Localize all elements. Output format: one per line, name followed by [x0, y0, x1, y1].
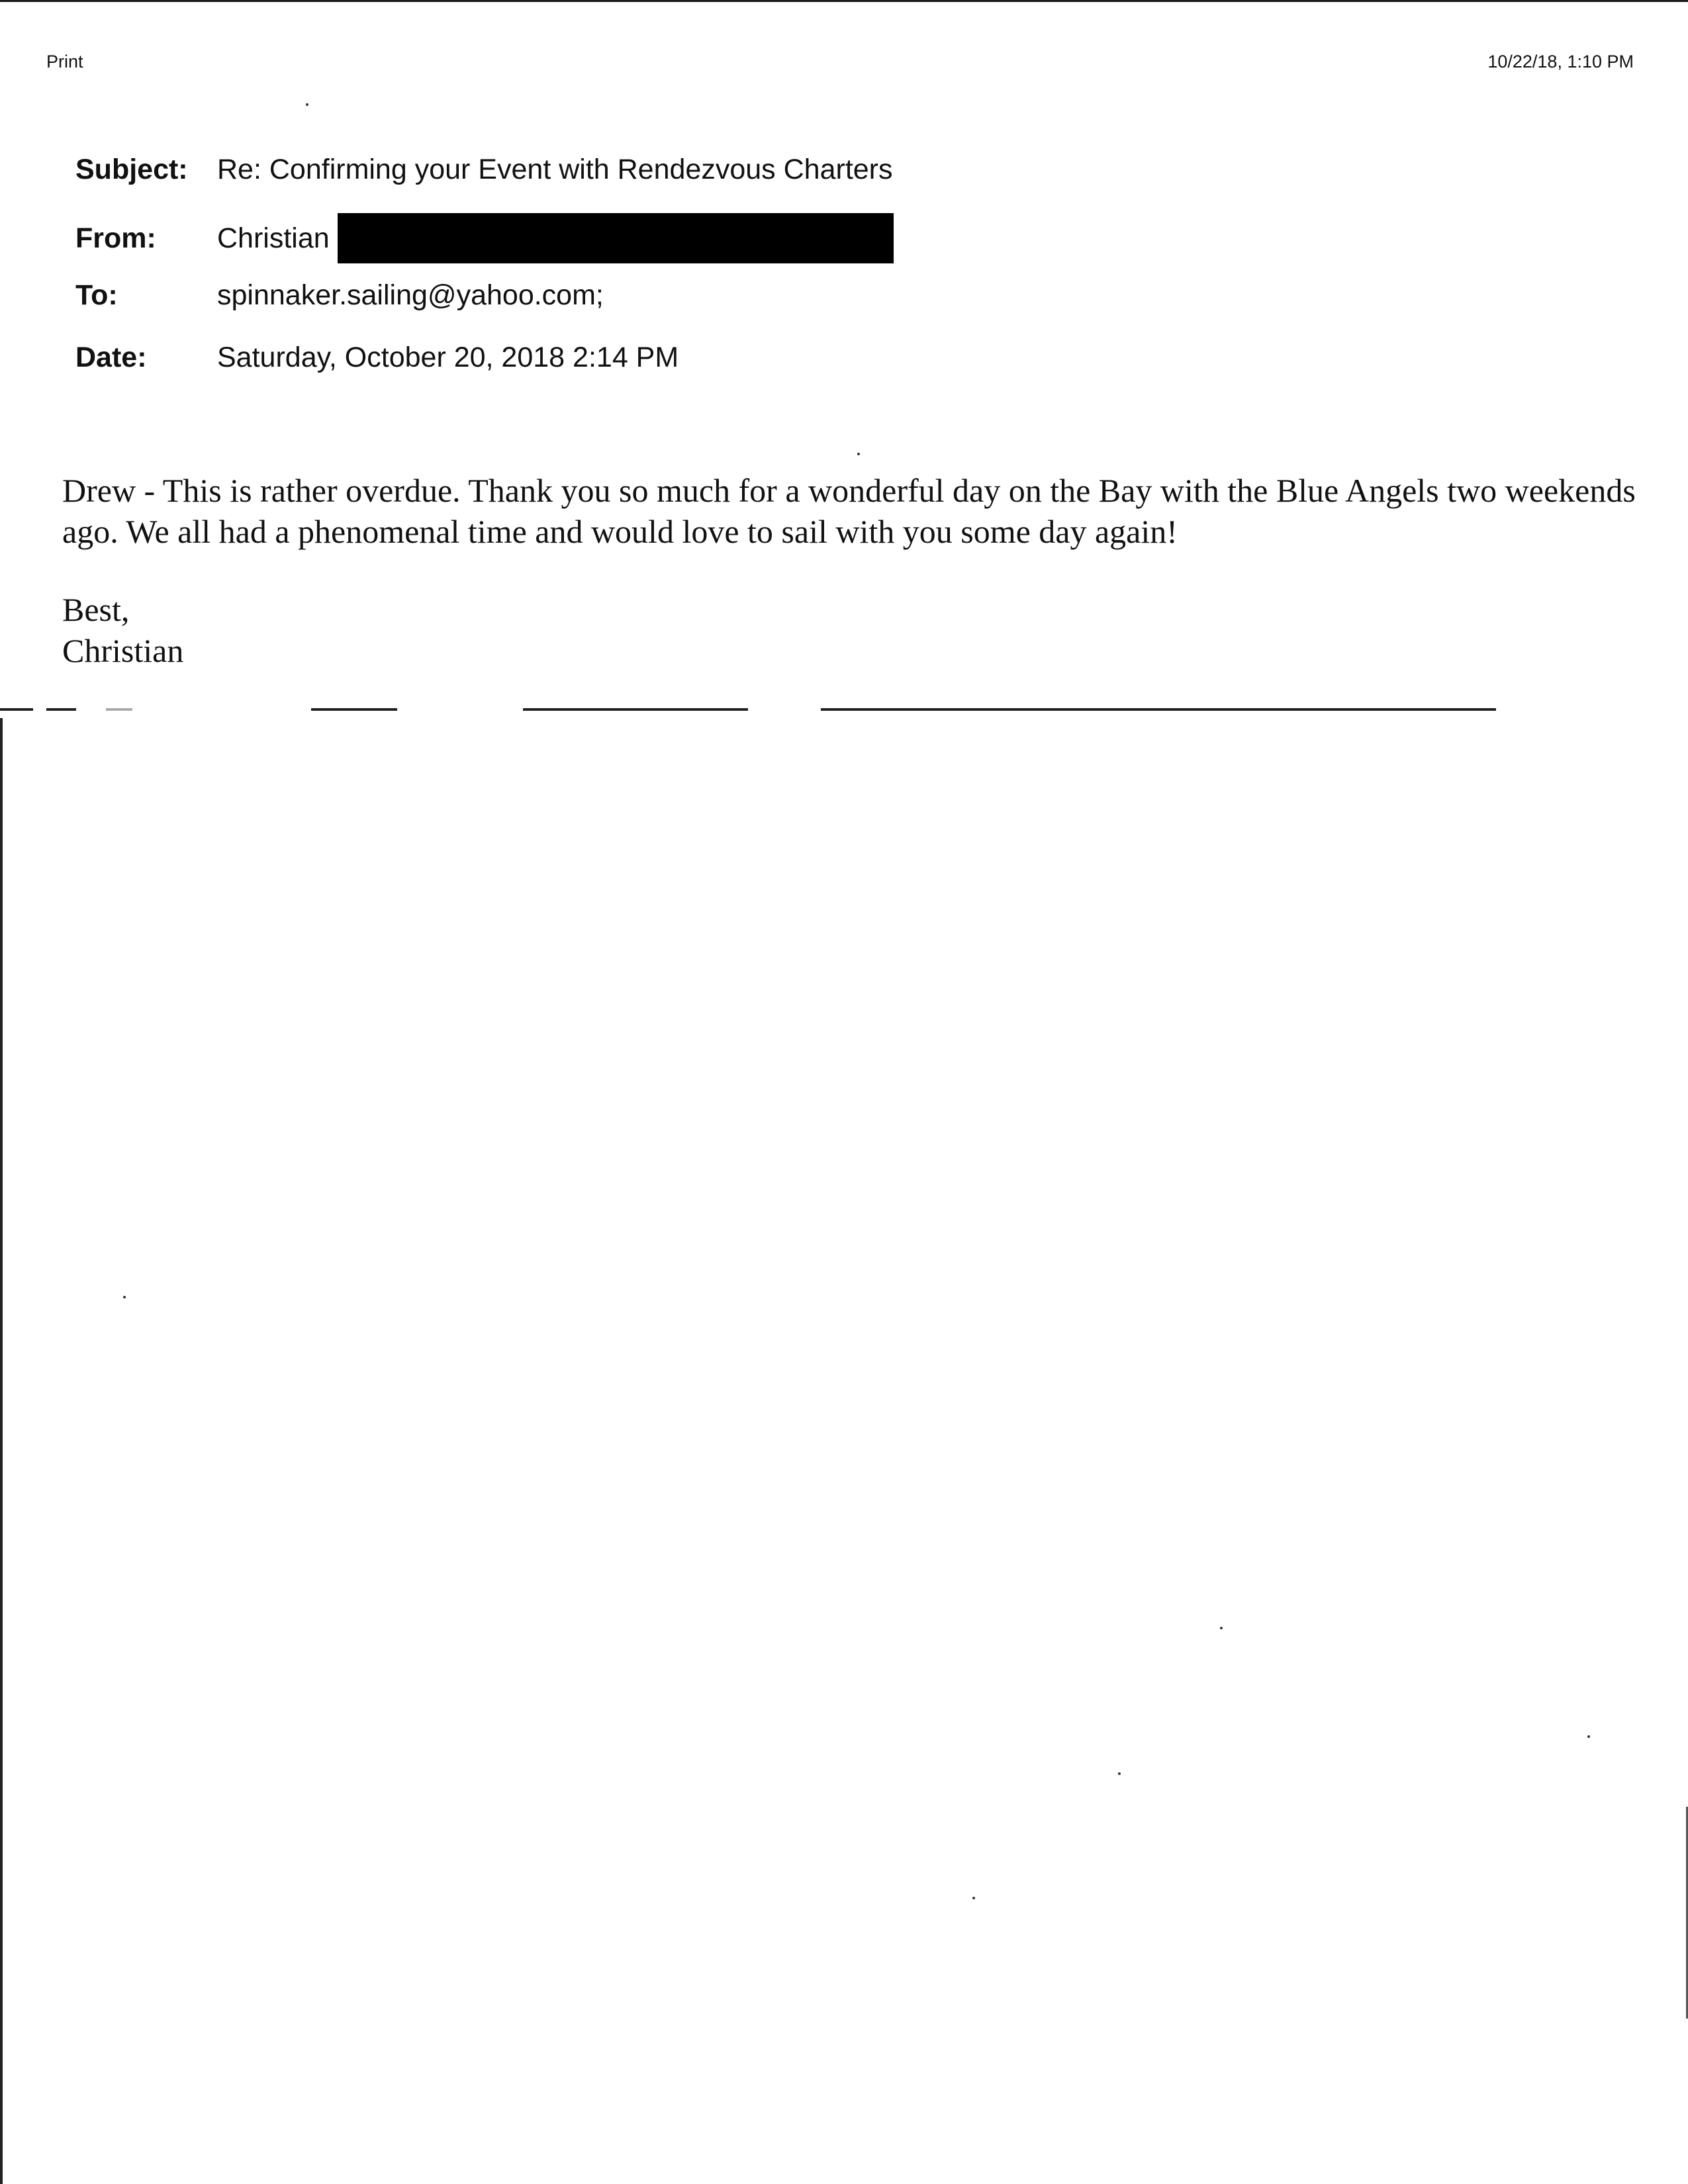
body-paragraph: Drew - This is rather overdue. Thank you so much for a wonderful day on the Bay with the Blue Angels two weekends ago. We all had a phenomenal time and would love to sail with you some day again!: [62, 472, 1636, 550]
date-label: Date:: [75, 341, 147, 373]
to-label: To:: [75, 279, 118, 311]
email-closing: [62, 589, 183, 671]
scan-left-edge: [0, 718, 3, 2184]
print-label: Print: [46, 52, 83, 71]
print-timestamp: 10/22/18, 1:10 PM: [1487, 52, 1634, 71]
email-body: [62, 470, 1638, 581]
date-value: Saturday, October 20, 2018 2:14 PM: [217, 341, 679, 373]
scan-speck: [972, 1897, 975, 1899]
signature-line: Christian: [62, 632, 184, 669]
date-row: [75, 341, 679, 374]
scan-edge: [0, 0, 1688, 2]
scan-speck: [123, 1296, 126, 1298]
from-value: Christian: [217, 222, 330, 254]
scan-speck: [306, 103, 308, 106]
page-separator: [0, 708, 1523, 711]
scan-speck: [1118, 1772, 1121, 1775]
to-value: spinnaker.sailing@yahoo.com;: [217, 279, 604, 311]
to-row: [75, 279, 604, 312]
closing-line: Best,: [62, 591, 130, 628]
scan-speck: [1587, 1735, 1590, 1738]
subject-row: [75, 154, 893, 186]
from-row: [75, 213, 894, 263]
subject-label: Subject:: [75, 154, 188, 185]
scan-speck: [857, 453, 860, 455]
from-label: From:: [75, 222, 156, 254]
scan-speck: [1220, 1627, 1223, 1629]
redaction-bar: [338, 213, 894, 263]
subject-value: Re: Confirming your Event with Rendezvous Charters: [217, 154, 893, 185]
